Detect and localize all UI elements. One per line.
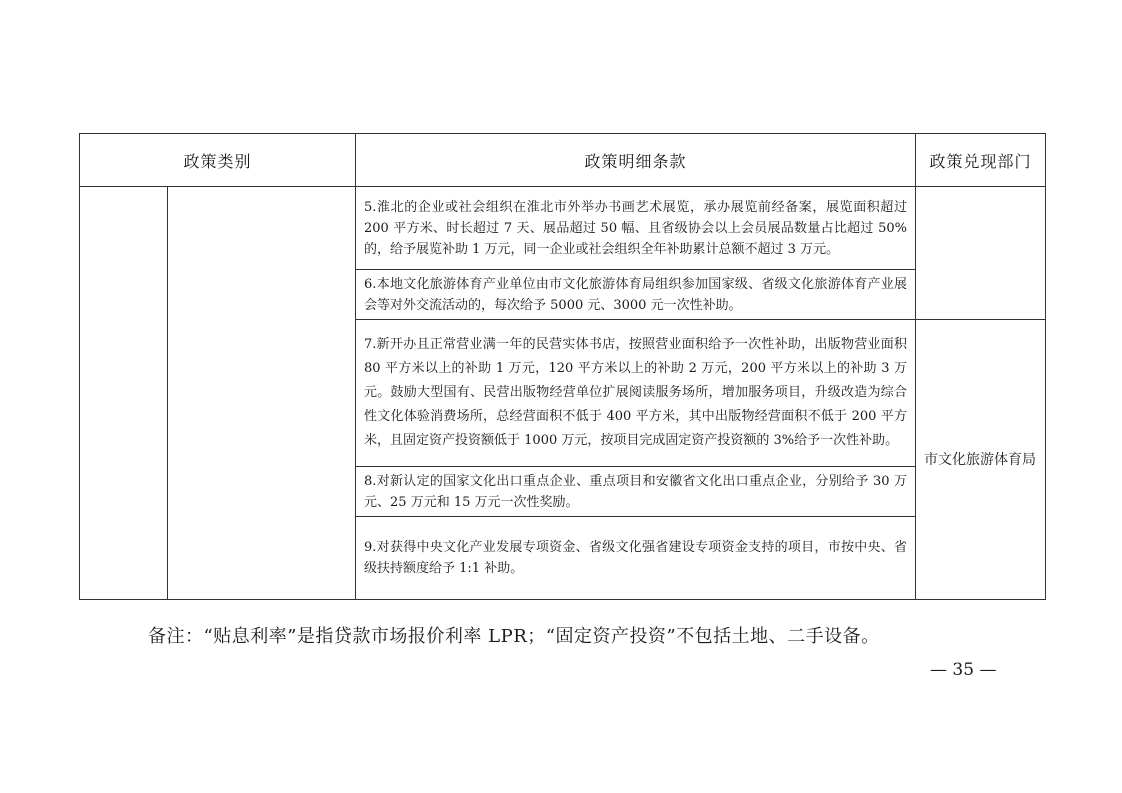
category-cell-inner (168, 187, 356, 600)
department-cell-empty (916, 187, 1046, 320)
clause-7: 7.新开办且正常营业满一年的民营实体书店，按照营业面积给予一次性补助，出版物营业面积 80 平方米以上的补助 1 万元，120 平方米以上的补助 2 万元，200 平方米以上的补助 3 万元。鼓励大型国有、民营出版物经营单位扩展阅读服务场所，增加服务项目，升级改造为综合性文化体验消费场所，总经营面积不低于 400 平方米，其中出版物经营面积不低于 200 平方米，且固定资产投资额低于 1000 万元，按项目完成固定资产投资额的 3%给予一次性补助。 (356, 320, 916, 467)
category-cell-outer (80, 187, 168, 600)
policy-table (79, 133, 1046, 600)
clause-5: 5.淮北的企业或社会组织在淮北市外举办书画艺术展览，承办展览前经备案，展览面积超过 200 平方米、时长超过 7 天、展品超过 50 幅、且省级协会以上会员展品数量占比超过 50%的，给予展览补助 1 万元，同一企业或社会组织全年补助累计总额不超过 3 万元。 (356, 187, 916, 270)
clause-9: 9.对获得中央文化产业发展专项资金、省级文化强省建设专项资金支持的项目，市按中央、省级扶持额度给予 1:1 补助。 (356, 517, 916, 600)
table-row (80, 187, 1046, 270)
header-details: 政策明细条款 (356, 134, 916, 187)
clause-6: 6.本地文化旅游体育产业单位由市文化旅游体育局组织参加国家级、省级文化旅游体育产业展会等对外交流活动的，每次给予 5000 元、3000 元一次性补助。 (356, 270, 916, 320)
clause-8: 8.对新认定的国家文化出口重点企业、重点项目和安徽省文化出口重点企业，分别给予 30 万元、25 万元和 15 万元一次性奖励。 (356, 467, 916, 517)
header-category: 政策类别 (80, 134, 356, 187)
page-number: — 35 — (930, 660, 997, 680)
table-header-row (80, 134, 1046, 187)
header-department: 政策兑现部门 (916, 134, 1046, 187)
footnote: 备注：“贴息利率”是指贷款市场报价利率 LPR；“固定资产投资”不包括土地、二手设备。 (148, 626, 880, 647)
department-cell: 市文化旅游体育局 (916, 320, 1046, 600)
